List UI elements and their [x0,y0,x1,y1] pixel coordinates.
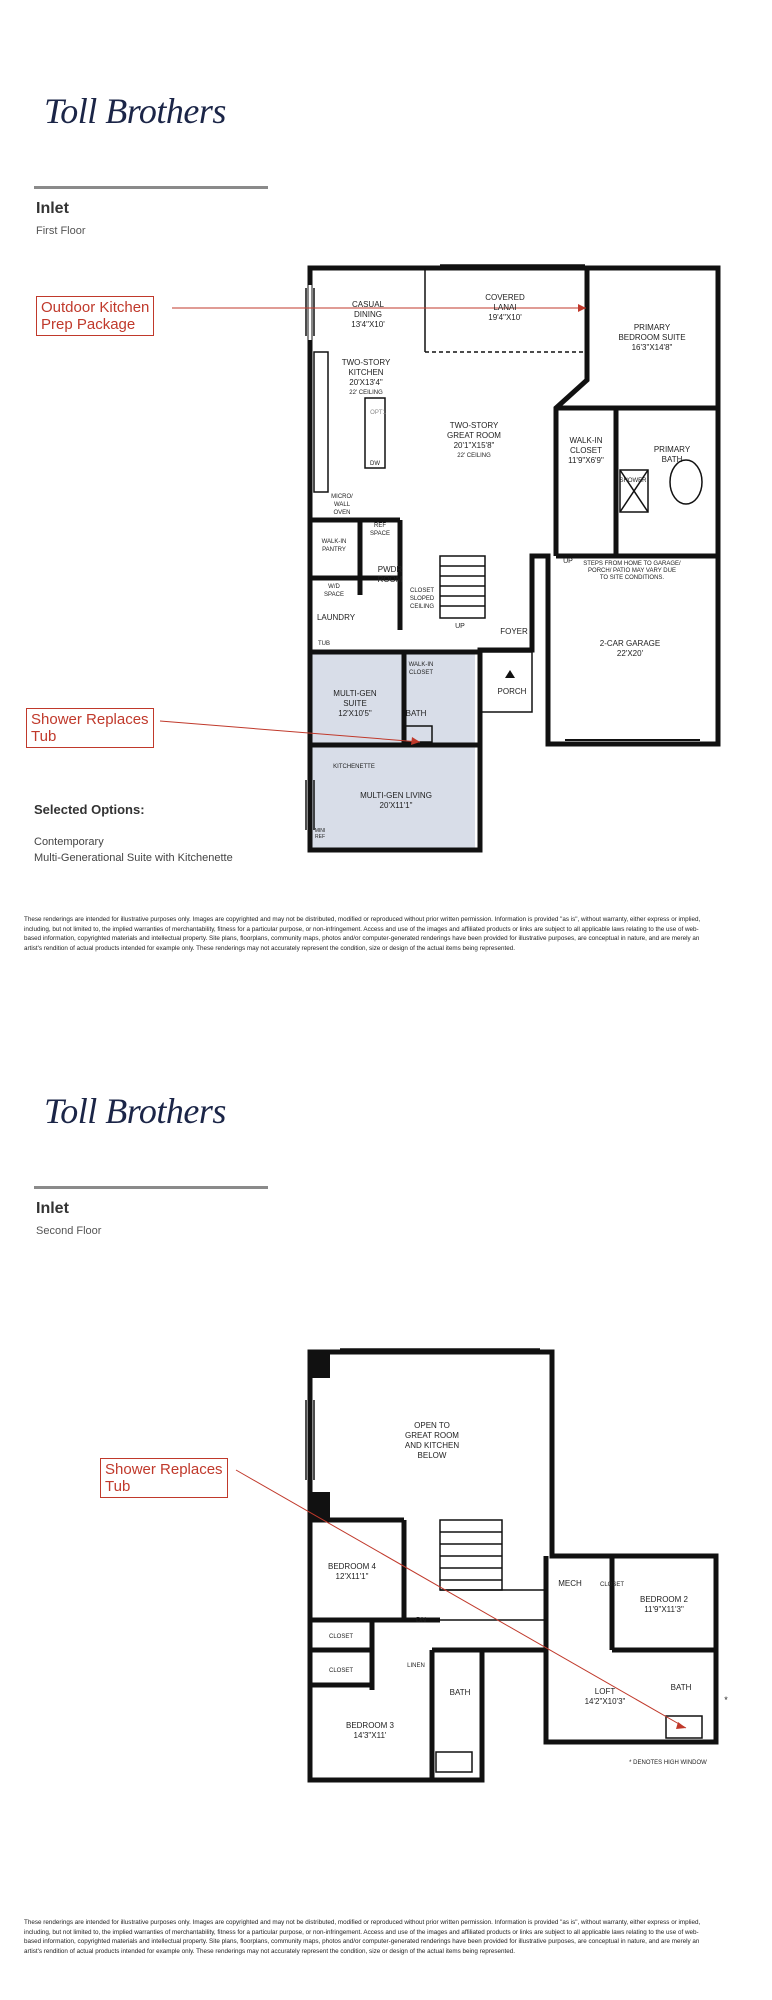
selected-options-title: Selected Options: [34,802,145,817]
room-lanai-1: COVERED [485,293,525,302]
svg-text:CLOSETSLOPEDCEILING [410,588,435,610]
garage-note-2: PORCH/ PATIO MAY VARY DUE [588,568,676,574]
label-opt1: OPT1 [370,410,386,416]
room-mg-living-2: 20'X11'1" [379,801,413,810]
svg-text:WALK-INPANTRY [322,539,347,553]
floor-name: Second Floor [36,1225,102,1237]
room-open-to-3: AND KITCHEN [404,1441,460,1450]
selected-option-item: Contemporary [34,836,104,848]
room-open-to-4: BELOW [417,1451,447,1460]
disclaimer-text: These renderings are intended for illustrative purposes only. Images are copyrighted and may not be distributed, modified or reproduced without prior written permission. Information is provided "as is", without warranty, either express or implied, including, but not limited to, the implied warranties of merchantability, fitness for a particular purpose, or non-infringement. Access and use of the images and affiliated products or links are subject to all applicable laws relating to the use of web-based information, copyrighted materials and intellectual property. Site plans, floorplans, community maps, photos and/or computer-generated renderings have been provided for illustrative purposes, are conceptual in nature, and are merely an artist's rendition of actual products intended for example only. These renderings may not accurately represent the condition, size or design of the actual items being represented. [24,1919,701,1955]
room-micro-1: MICRO/ [331,494,353,500]
room-lanai-3: 19'4"X10' [488,313,522,322]
room-open-to-1: OPEN TO [414,1421,450,1430]
room-wd-2: SPACE [324,592,344,598]
room-casual-dining-1: CASUAL [351,300,385,309]
room-mg-suite-1: MULTI-GEN [333,689,377,698]
svg-text:TWO-STORYKITCHEN20'X13'4"22' C [342,358,391,396]
room-lanai-2: LANAI [493,303,517,312]
brand-logo: Toll Brothers [44,1091,226,1131]
selected-option-item: Multi-Generational Suite with Kitchenette [34,852,233,864]
room-primary-suite-2: BEDROOM SUITE [618,333,686,342]
room-bedroom2-1: BEDROOM 2 [639,1595,689,1604]
plan-name: Inlet [36,1200,69,1217]
room-micro-2: WALL [333,502,351,508]
svg-text:MICRO/WALLOVEN [331,494,353,516]
room-kitchen-1: TWO-STORY [341,358,391,367]
high-window-mark: * [724,1695,728,1705]
floor-name: First Floor [36,225,86,237]
room-kitchen-3: 20'X13'4" [349,378,383,387]
room-great-4: 22' CEILING [457,453,491,459]
room-ref-1: REF [374,523,386,529]
room-bedroom4-1: BEDROOM 4 [327,1562,377,1571]
room-primary-bath-1: PRIMARY [653,445,691,454]
room-mg-closet-2: CLOSET [408,670,434,676]
room-wic-3: 11'9"X6'9" [568,456,604,465]
disclaimer-text: These renderings are intended for illustrative purposes only. Images are copyrighted and may not be distributed, modified or reproduced without prior written permission. Information is provided "as is", without warranty, either express or implied, including, but not limited to, the implied warranties of merchantability, fitness for a particular purpose, or non-infringement. Access and use of the images and affiliated products or links are subject to all applicable laws relating to the use of web-based information, copyrighted materials and intellectual property. Site plans, floorplans, community maps, photos and/or computer-generated renderings have been provided for illustrative purposes, are conceptual in nature, and are merely an artist's rendition of actual products intended for example only. These renderings may not accurately represent the condition, size or design of the actual items being represented. [24,916,701,952]
svg-text:WALK-INCLOSET11'9"X6'9" [568,436,604,465]
room-bath-1: BATH [449,1688,471,1697]
svg-text:PWDRROOM [378,565,403,584]
callout-outdoor-kitchen [36,296,154,336]
room-primary-bath-2: BATH [661,455,683,464]
room-bedroom4-2: 12'X11'1" [335,1572,369,1581]
label-up-primary: UP [563,558,573,565]
callout-shower-replaces-tub [26,708,154,748]
room-pwdr-2: ROOM [377,575,403,584]
svg-text:2-CAR GARAGE22'X20' [600,639,660,658]
second-floor-plan [0,1000,772,2000]
callout-line: Tub [105,1478,131,1495]
callout-line: Outdoor Kitchen [41,299,150,316]
room-micro-3: OVEN [333,510,351,516]
room-wic-1: WALK-IN [569,436,603,445]
page-second-floor [0,1000,772,2000]
room-kitchenette: KITCHENETTE [333,764,375,770]
svg-text:TWO-STORYGREAT ROOM20'1"X15'8" [447,421,501,459]
room-porch: PORCH [497,687,527,696]
room-shower: SHOWER [619,478,647,484]
room-mini-ref-2: REF [315,834,325,840]
room-tub: TUB [318,641,330,647]
room-closet-sloped-3: CEILING [409,604,435,610]
room-wd-1: W/D [328,584,340,590]
room-great-2: GREAT ROOM [447,431,501,440]
room-wic-2: CLOSET [569,446,603,455]
room-pwdr-1: PWDR [377,565,403,574]
room-mg-closet-1: WALK-IN [408,662,434,668]
callout-line: Shower Replaces [31,711,149,728]
room-mg-bath: BATH [405,709,427,718]
room-great-3: 20'1"X15'8" [453,441,495,450]
room-mini-ref-1: MINI [314,828,326,834]
svg-text:STEPS FROM HOME TO GARAGE/PORC [583,561,681,581]
room-open-to-2: GREAT ROOM [405,1431,459,1440]
room-laundry: LAUNDRY [316,613,356,622]
room-bath-2: BATH [670,1683,692,1692]
room-bedroom2-2: 11'9"X11'3" [644,1605,684,1614]
callout-line: Prep Package [41,316,136,333]
room-kitchen-4: 22' CEILING [349,390,383,396]
room-kitchen-2: KITCHEN [348,368,384,377]
callout-shower-replaces-tub-2 [100,1458,228,1498]
room-closet-sloped-2: SLOPED [409,596,435,602]
callout-line: Tub [31,728,57,745]
svg-text:BEDROOM 412'X11'1" [328,1562,377,1581]
svg-text:CASUALDINING13'4"X10' [351,300,385,329]
svg-text:W/DSPACE [324,584,344,598]
label-dn: DN [415,1617,427,1624]
multigen-shading [311,652,475,850]
room-bedroom3-1: BEDROOM 3 [345,1721,395,1730]
room-loft-2: 14'2"X10'3" [584,1697,626,1706]
room-linen: LINEN [407,1663,425,1669]
room-primary-suite-1: PRIMARY [633,323,671,332]
room-garage-2: 22'X20' [616,649,644,658]
room-primary-suite-3: 16'3"X14'8" [631,343,673,352]
svg-text:BEDROOM 314'3"X11' [346,1721,395,1740]
room-pantry-2: PANTRY [322,547,346,553]
room-ref-2: SPACE [370,531,390,537]
room-foyer: FOYER [500,627,528,636]
room-casual-dining-3: 13'4"X10' [351,320,385,329]
room-great-1: TWO-STORY [449,421,499,430]
garage-note-3: TO SITE CONDITIONS. [599,575,665,581]
room-mg-suite-3: 12'X10'5" [338,709,372,718]
room-bedroom3-2: 14'3"X11' [353,1731,387,1740]
svg-text:MINIREF [315,828,326,840]
room-pantry-1: WALK-IN [321,539,347,545]
svg-text:REFSPACE [370,523,390,537]
room-closet-sloped-1: CLOSET [409,588,435,594]
room-casual-dining-2: DINING [354,310,382,319]
label-dw: DW [370,461,380,467]
svg-text:PRIMARYBEDROOM SUITE16'3"X14'8 [618,323,685,352]
room-loft-1: LOFT [594,1687,616,1696]
callout-line: Shower Replaces [105,1461,223,1478]
svg-text:OPEN TOGREAT ROOMAND KITCHENBE [405,1421,459,1460]
room-closet-1: CLOSET [328,1634,354,1640]
label-up-stair: UP [455,623,465,630]
brand-logo: Toll Brothers [44,91,226,131]
svg-text:PRIMARYBATH [654,445,691,464]
svg-text:BEDROOM 211'9"X11'3" [640,1595,689,1614]
room-mg-suite-2: SUITE [343,699,367,708]
room-garage-1: 2-CAR GARAGE [599,639,661,648]
room-mech: MECH [558,1579,582,1588]
high-window-legend: * DENOTES HIGH WINDOW [629,1760,707,1766]
room-closet-2: CLOSET [328,1668,354,1674]
room-mg-living-1: MULTI-GEN LIVING [360,791,432,800]
plan-name: Inlet [36,200,69,217]
garage-note-1: STEPS FROM HOME TO GARAGE/ [583,561,681,567]
primary-suite-wall [556,268,587,556]
room-closet-a: CLOSET [599,1582,625,1588]
